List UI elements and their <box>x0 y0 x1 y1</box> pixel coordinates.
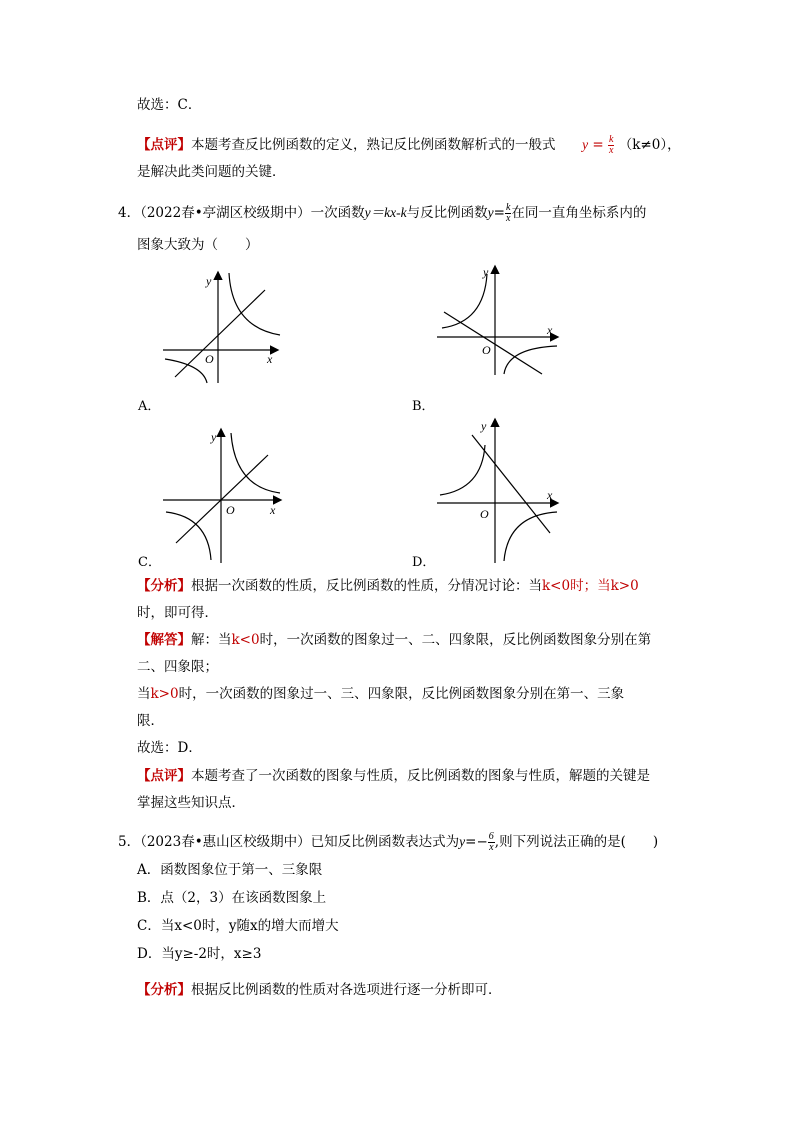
graph-option-a <box>155 265 285 385</box>
q5-stem <box>118 832 658 853</box>
solution-k-case-1: k<0 <box>231 632 260 648</box>
y-axis-label: y <box>483 265 489 279</box>
graph-option-c <box>158 425 288 565</box>
q4-stem-suffix: 在同一直角坐标系内的 <box>511 205 647 221</box>
formula-eq: =− <box>465 834 488 850</box>
analysis-case-2: k>0 <box>610 578 639 594</box>
formula-eq: = <box>592 137 604 153</box>
q5-stem-prefix: 5．（2023春•惠山区校级期中）已知反比例函数表达式为 <box>118 834 460 850</box>
q3-comment-line2: 是解决此类问题的关键． <box>137 164 286 180</box>
q5-analysis <box>137 980 502 1000</box>
q4-stem-prefix: 4．（2022春•亭湖区校级期中）一次函数 <box>118 205 365 221</box>
origin-label: O <box>480 507 489 521</box>
comment-tag: 【点评】 <box>137 768 191 784</box>
q4-solution-line1 <box>137 630 651 650</box>
solution-k-case-2: k>0 <box>150 686 179 702</box>
x-axis-label: x <box>267 352 273 366</box>
q3-answer: 故选：C． <box>137 97 202 113</box>
origin-label: O <box>205 352 214 366</box>
analysis-tag: 【分析】 <box>137 982 191 998</box>
q5-option-b[interactable]: B．点（2，3）在该函数图象上 <box>137 890 327 906</box>
y-axis-label: y <box>211 430 217 444</box>
analysis-text: 根据反比例函数的性质对各选项进行逐一分析即可． <box>191 982 502 998</box>
solution-text: 解：当 <box>191 632 232 648</box>
graph-option-b <box>432 262 567 377</box>
q5-stem-suffix: ,则下列说法正确的是( ) <box>494 834 659 850</box>
analysis-tag: 【分析】 <box>137 578 191 594</box>
x-axis-label: x <box>547 323 553 337</box>
formula-y: y <box>459 834 466 849</box>
q5-option-d[interactable]: D．当y≥-2时，x≥3 <box>137 946 262 962</box>
q4-solution-line2: 二、四象限； <box>137 659 218 675</box>
graph-option-d <box>432 415 567 565</box>
q4-comment-line2: 掌握这些知识点． <box>137 795 245 811</box>
q4-stem-mid: 与反比例函数 <box>406 205 488 221</box>
q4-analysis-line2: 时，即可得． <box>137 605 218 621</box>
option-c-label[interactable]: C． <box>138 555 161 570</box>
y-axis-label: y <box>481 419 487 433</box>
q4-comment-line1 <box>137 766 650 786</box>
solution-text: 时，一次函数的图象过一、二、四象限，反比例函数图象分别在第 <box>259 632 652 648</box>
formula-fraction: $\frac{k}{x}$ <box>609 134 614 156</box>
inverse-eq: = <box>493 205 505 221</box>
q3-comment-line1 <box>137 135 681 156</box>
inverse-y: y <box>487 205 494 220</box>
formula-y: y <box>582 137 589 152</box>
comment-tag: 【点评】 <box>137 137 191 153</box>
option-b-label[interactable]: B． <box>412 399 435 414</box>
y-axis-label: y <box>206 274 212 288</box>
comment-text: 本题考查了一次函数的图象与性质，反比例函数的图象与性质，解题的关键是 <box>191 768 650 784</box>
solution-tag: 【解答】 <box>137 632 191 648</box>
comment-text: 本题考查反比例函数的定义，熟记反比例函数解析式的一般式 <box>191 137 556 153</box>
q4-answer: 故选：D． <box>137 740 202 756</box>
q5-option-c[interactable]: C．当x<0时，y随x的增大而增大 <box>137 918 339 934</box>
q4-analysis-line1 <box>137 576 639 596</box>
option-d-label[interactable]: D． <box>412 555 436 570</box>
q5-option-a[interactable]: A．函数图象位于第一、三象限 <box>137 862 323 878</box>
analysis-case-1: k<0时；当 <box>542 578 611 594</box>
solution-text: 当 <box>137 686 151 702</box>
option-a-label[interactable]: A． <box>138 399 161 414</box>
formula-fraction: $\frac{6}{x}$ <box>488 831 494 853</box>
analysis-text: 根据一次函数的性质，反比例函数的性质，分情况讨论：当 <box>191 578 542 594</box>
formula-condition: （k≠0）， <box>618 137 681 153</box>
q4-solution-line3 <box>137 684 624 704</box>
solution-text: 时，一次函数的图象过一、三、四象限，反比例函数图象分别在第一、三象 <box>178 686 625 702</box>
q4-stem-line1 <box>118 203 646 224</box>
inverse-fraction: $\frac{k}{x}$ <box>505 202 511 224</box>
linear-function: y＝kx-k <box>364 205 407 220</box>
x-axis-label: x <box>270 503 276 517</box>
x-axis-label: x <box>547 488 553 502</box>
q4-solution-line4: 限． <box>137 713 164 729</box>
q4-stem-line2: 图象大致为（ ） <box>137 237 259 253</box>
origin-label: O <box>482 343 491 357</box>
origin-label: O <box>226 503 235 517</box>
